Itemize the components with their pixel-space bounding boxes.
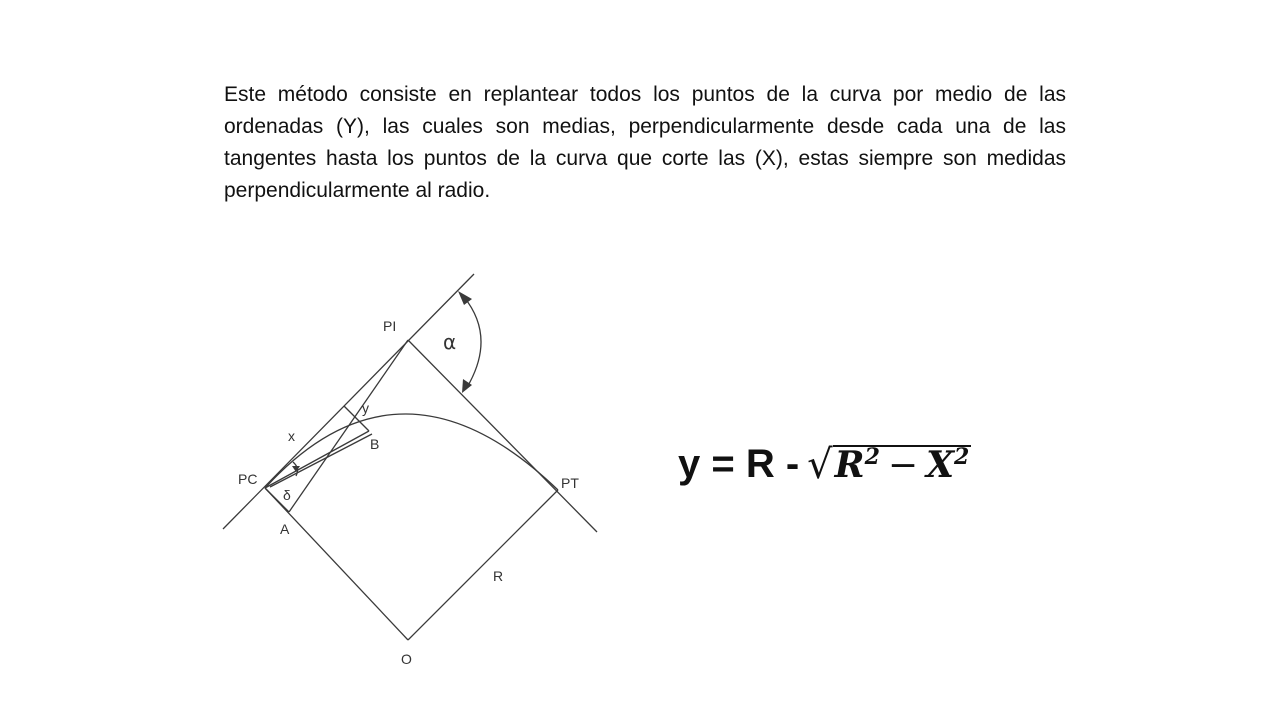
label-pc: PC — [238, 471, 258, 487]
label-alpha: α — [443, 330, 457, 354]
formula-r-exp: 2 — [864, 444, 880, 471]
label-pi: PI — [383, 318, 397, 334]
label-y: y — [362, 400, 369, 416]
formula-radicand — [833, 445, 972, 485]
formula-r-var: R — [834, 444, 865, 487]
radical-sign: √ — [807, 441, 833, 488]
tangent-line-left — [223, 274, 474, 529]
formula-lhs: y = R - — [678, 441, 800, 486]
description-paragraph: Este método consiste en replantear todos los puntos de la curva por medio de las ordenadas (Y), las cuales son medias, perpendicularmente desde cada una de las tangentes hasta los puntos de la curva que corte las (X), estas siempre son medidas perpendicularmente al radio. — [224, 83, 1066, 202]
alpha-angle-arc — [464, 297, 481, 389]
label-o: O — [401, 651, 412, 667]
label-a: A — [280, 521, 290, 537]
radius-line-left — [265, 488, 408, 640]
chord-line-pc-b-offset — [270, 434, 372, 487]
label-delta: δ — [283, 487, 291, 503]
formula — [678, 436, 971, 492]
radius-line-right — [408, 490, 558, 640]
formula-x-exp: 2 — [954, 444, 970, 471]
formula-minus: − — [887, 445, 919, 487]
tangent-line-right — [408, 340, 597, 532]
label-b: B — [370, 436, 380, 452]
chord-line-pc-b — [265, 431, 369, 488]
circular-arc — [265, 414, 558, 490]
alpha-arrow-top — [458, 291, 472, 305]
label-pt: PT — [561, 475, 579, 491]
label-r: R — [493, 568, 504, 584]
label-x: x — [288, 428, 295, 444]
formula-x-var: X — [926, 444, 954, 487]
formula-sqrt — [807, 441, 971, 488]
